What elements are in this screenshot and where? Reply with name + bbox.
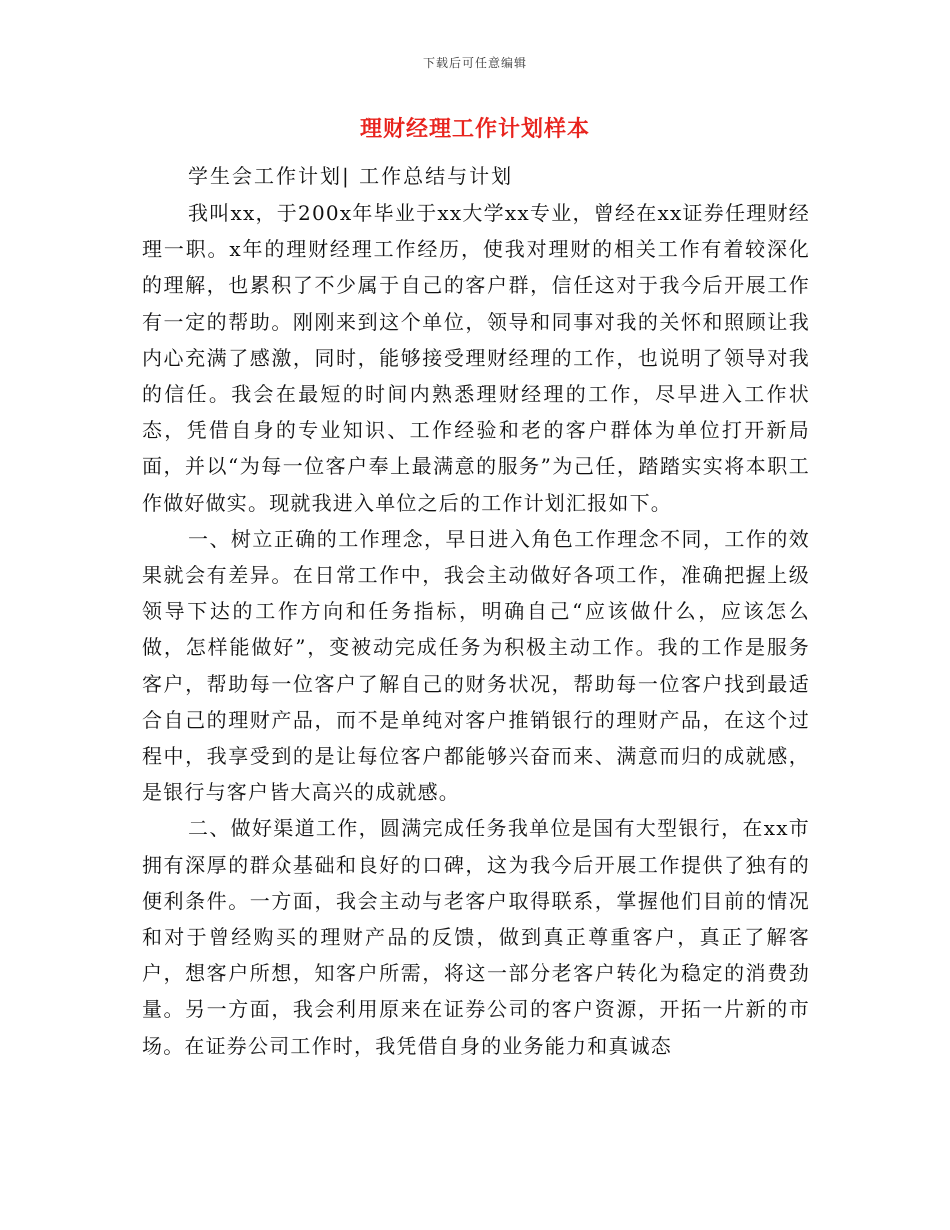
document-title: 理财经理工作计划样本 [359, 117, 590, 142]
paragraph-section-1: 一、树立正确的工作理念，早日进入角色工作理念不同，工作的效果就会有差异。在日常工作中，我会主动做好各项工作，准确把握上级领导下达的工作方向和任务指标，明确自己“应该做什么，应该怎么做，怎样能做好”，变被动完成任务为积极主动工作。我的工作是服务客户，帮助每一位客户了解自己的财务状况，帮助每一位客户找到最适合自己的理财产品，而不是单纯对客户推销银行的理财产品，在这个过程中，我享受到的是让每位客户都能够兴奋而来、满意而归的成就感，是银行与客户皆大高兴的成就感。 [142, 526, 810, 805]
paragraph-section-2: 二、做好渠道工作，圆满完成任务我单位是国有大型银行，在xx市拥有深厚的群众基础和良好的口碑，这为我今后开展工作提供了独有的便利条件。一方面，我会主动与老客户取得联系，掌握他们目前的情况和对于曾经购买的理财产品的反馈，做到真正尊重客户，真正了解客户，想客户所想，知客户所需，将这一部分老客户转化为稳定的消费劲量。另一方面，我会利用原来在证券公司的客户资源，开拓一片新的市场。在证券公司工作时，我凭借自身的业务能力和真诚态 [142, 816, 810, 1058]
document-body [142, 195, 810, 1064]
document-subtitle: 学生会工作计划| 工作总结与计划 [188, 164, 514, 188]
header-note: 下载后可任意编辑 [422, 56, 527, 70]
paragraph-intro: 我叫xx，于200x年毕业于xx大学xx专业，曾经在xx证券任理财经理一职。x年的理财经理工作经历，使我对理财的相关工作有着较深化的理解，也累积了不少属于自己的客户群，信任这对于我今后开展工作有一定的帮助。刚刚来到这个单位，领导和同事对我的关怀和照顾让我内心充满了感激，同时，能够接受理财经理的工作，也说明了领导对我的信任。我会在最短的时间内熟悉理财经理的工作，尽早进入工作状态，凭借自身的专业知识、工作经验和老的客户群体为单位打开新局面，并以“为每一位客户奉上最满意的服务”为己任，踏踏实实将本职工作做好做实。现就我进入单位之后的工作计划汇报如下。 [142, 201, 810, 515]
